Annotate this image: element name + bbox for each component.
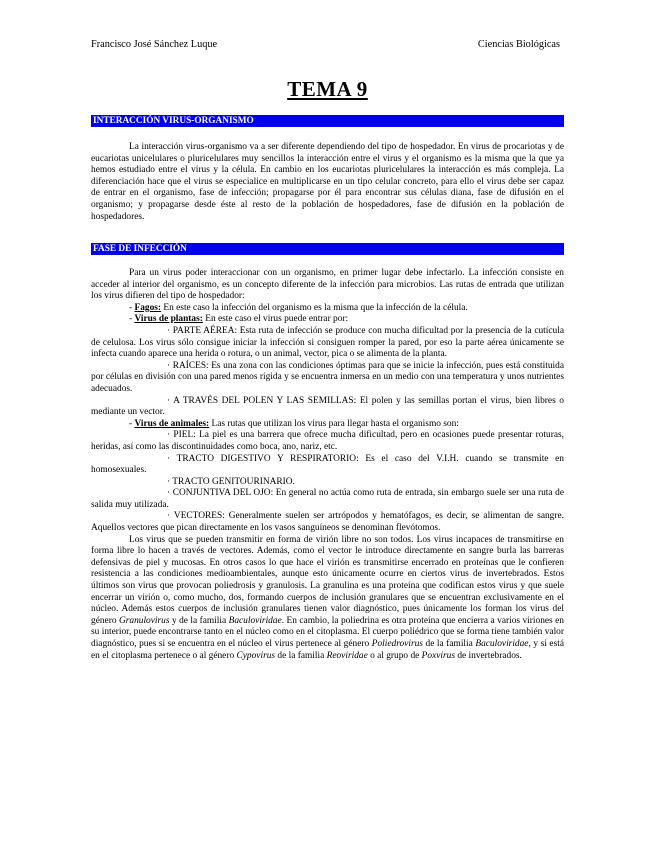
list-item-fagos xyxy=(91,303,564,315)
text-run: y de la familia xyxy=(169,615,229,626)
paragraph: La interacción virus-organismo va a ser diferente dependiendo del tipo de hospedador. En virus de procariotas y de eucariotas unicelulares o pluricelulares muy sencillos la interacción entre el virus y el organismo es la misma que la que ya hemos estudiado entre el virus y la célula. En cambio en los eucariotas pluricelulares la interacción es más compleja. La diferenciación hace que el virus se especialice en multiplicarse en un tipo celular concreto, para ello el virus debe ser capaz de entrar en el organismo, fase de infección; propagarse por él para encontrar sus células diana, fase de difusión en el organismo; y propagarse desde éste al resto de la población de hospedadores, fase de difusión en la población de hospedadores. xyxy=(91,142,564,222)
taxon-name: Reoviridae xyxy=(326,650,368,661)
section-heading-infeccion: FASE DE INFECCIÓN xyxy=(91,243,564,255)
route-genitourinario: · TRACTO GENITOURINARIO. xyxy=(167,476,295,487)
text-run: de la familia xyxy=(275,650,327,661)
list-item-text: Las rutas que utilizan los virus para llegar hasta el organismo son: xyxy=(209,418,459,429)
term-virus-plantas: Virus de plantas: xyxy=(134,314,203,325)
header-author: Francisco José Sánchez Luque xyxy=(91,39,218,50)
taxon-name: Baculoviridae xyxy=(475,639,529,649)
list-item-plantas xyxy=(91,314,564,326)
paragraph-final xyxy=(91,535,564,663)
text-run: , y si está en el citoplasma pertenece o al género xyxy=(91,639,565,661)
text-run: de la familia xyxy=(422,639,476,649)
route-digestivo: · TRACTO DIGESTIVO Y RESPIRATORIO: Es el caso del V.I.H. cuando se transmite en homosexuales. xyxy=(91,453,564,476)
list-item-animales xyxy=(91,419,564,431)
section-heading-interaccion: INTERACCIÓN VIRUS-ORGANISMO xyxy=(91,115,564,127)
taxon-name: Poliedrovirus xyxy=(371,639,423,649)
section-body-infeccion xyxy=(91,268,564,662)
list-dash: - xyxy=(129,314,135,325)
route-polen: · A TRAVÉS DEL POLEN Y LAS SEMILLAS: El polen y las semillas portan el virus, bien libres o mediante un vector. xyxy=(91,395,564,418)
text-run: o al grupo de xyxy=(367,650,422,661)
list-item-text: En este caso la infección del organismo es la misma que la infección de la célula. xyxy=(161,302,468,313)
text-run: . En cambio, la poliedrina es otra proteína que encierra a varios viriones en su interior, puede encontrarse tanto en el núcleo como en el citoplasma. El cuerpo poliédrico que se forma tiene también valor diagnóstico, pues si se encuentra en el núcleo el virus pertenece al género xyxy=(91,615,564,649)
list-item-text: En este caso el virus puede entrar por: xyxy=(202,314,349,325)
taxon-name: Poxvirus xyxy=(421,650,455,661)
taxon-name: Baculoviridae xyxy=(228,615,282,626)
header-subject: Ciencias Biológicas xyxy=(477,39,560,50)
route-raices: · RAÍCES: Es una zona con las condiciones óptimas para que se inicie la infección, pues está constituida por células en división con una pared menos rígida y se encuentra inmersa en un medio con una temperatura y unos nutrientes adecuados. xyxy=(91,360,564,394)
list-dash: - xyxy=(129,418,135,429)
text-run: Los virus que se pueden transmitir en forma de virión libre no son todos. Los virus incapaces de transmitirse en forma libre lo hacen a través de vectores. Además, como el vector le introduce directamente en sangre burla las barreras defensivas de piel y mucosas. En otros casos lo que hace el virión es transmitirse encerrado en proteínas que le confieren resistencia a las condiciones medioambientales, aunque esto únicamente ocurre en ciertos virus de invertebrados. Estos últimos son virus que provocan poliedrosis y granulosis. La granulina es una proteína que codifican estos virus y que suele encerrar un virión o, como mucho, dos, formando cuerpos de inclusión granulares que se encuentran exclusivamente en el núcleo. Además estos cuerpos de inclusión granulares tienen valor diagnóstico, pues únicamente los forman los virus del género xyxy=(91,534,564,626)
term-virus-animales: Virus de animales: xyxy=(134,418,210,429)
page-title: TEMA 9 xyxy=(287,77,368,101)
route-parte-aerea: · PARTE AÉREA: Esta ruta de infección se produce con mucha dificultad por la presencia de la cutícula de celulosa. Los virus sólo consigue iniciar la infección si consiguen romper la pared, por eso la parte aérea únicamente se infecta cuando aparece una herida o rotura, o un animal, vector, pica o se alimenta de la planta. xyxy=(91,325,564,360)
route-conjuntiva: · CONJUNTIVA DEL OJO: En general no actúa como ruta de entrada, sin embargo suele ser una ruta de salida muy utilizada. xyxy=(91,488,564,510)
taxon-name: Cypovirus xyxy=(236,650,276,661)
term-fagos: Fagos: xyxy=(134,302,162,313)
section-body-interaccion xyxy=(91,142,564,223)
taxon-name: Granulovirus xyxy=(118,615,170,626)
route-vectores: · VECTORES: Generalmente suelen ser artrópodos y hematófagos, es decir, se alimentan de sangre. Aquellos vectores que pican directamente en los vasos sanguíneos se denominan flevótomos. xyxy=(91,511,564,534)
list-dash: - xyxy=(129,302,135,313)
route-piel: · PIEL: La piel es una barrera que ofrece mucha dificultad, pero en ocasiones puede presentar roturas, heridas, así como las discontinuidades como boca, ano, nariz, etc. xyxy=(91,430,564,452)
paragraph-intro: Para un virus poder interaccionar con un organismo, en primer lugar debe infectarlo. La infección consiste en acceder al interior del organismo, es un concepto diferente de la infección para microbios. Las rutas de entrada que utilizan los virus difieren del tipo de hospedador: xyxy=(91,268,564,302)
text-run: de invertebrados. xyxy=(454,650,522,661)
